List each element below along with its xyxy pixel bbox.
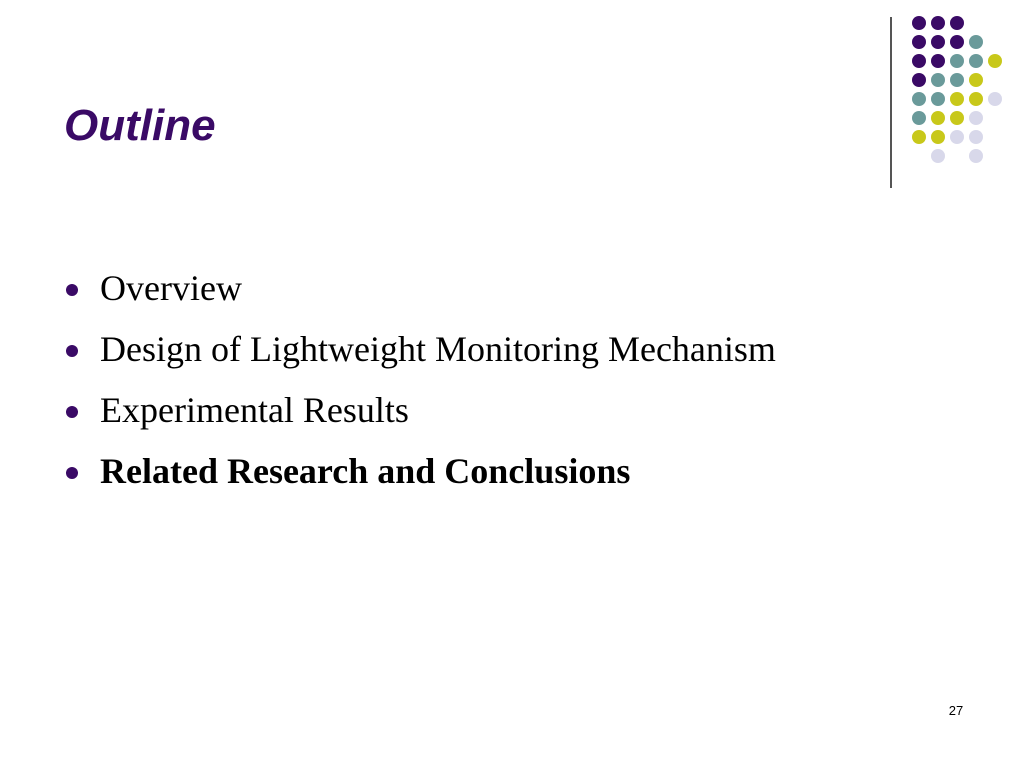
bullet-item <box>64 319 776 380</box>
bullet-text: Design of Lightweight Monitoring Mechanism <box>100 329 776 369</box>
decorative-dot-icon <box>912 35 926 49</box>
decorative-dot-icon <box>950 54 964 68</box>
slide-title: Outline <box>64 101 216 150</box>
decorative-dot-icon <box>950 111 964 125</box>
decorative-dot-icon <box>912 130 926 144</box>
decorative-dot-icon <box>969 54 983 68</box>
decorative-dot-icon <box>969 130 983 144</box>
bullet-list <box>64 258 776 502</box>
decorative-dot-icon <box>931 73 945 87</box>
decorative-dot-icon <box>912 54 926 68</box>
bullet-dot-icon <box>66 467 78 479</box>
bullet-text: Overview <box>100 268 242 308</box>
decorative-dot-icon <box>969 35 983 49</box>
bullet-dot-icon <box>66 345 78 357</box>
bullet-item <box>64 441 776 502</box>
decorative-dot-icon <box>931 149 945 163</box>
decorative-dot-icon <box>931 130 945 144</box>
bullet-text: Experimental Results <box>100 390 409 430</box>
bullet-item <box>64 258 776 319</box>
bullet-item <box>64 380 776 441</box>
decorative-dot-icon <box>931 16 945 30</box>
bullet-dot-icon <box>66 284 78 296</box>
decorative-dot-icon <box>988 54 1002 68</box>
decorative-dot-icon <box>931 54 945 68</box>
decorative-dot-icon <box>931 111 945 125</box>
decorative-dot-icon <box>969 92 983 106</box>
decorative-dot-icon <box>950 130 964 144</box>
decorative-dot-icon <box>912 111 926 125</box>
decorative-dot-icon <box>988 92 1002 106</box>
decorative-dot-icon <box>931 35 945 49</box>
decorative-dot-icon <box>969 111 983 125</box>
decorative-dot-icon <box>969 73 983 87</box>
decorative-dot-icon <box>912 16 926 30</box>
decorative-dot-icon <box>950 35 964 49</box>
decorative-dot-icon <box>950 92 964 106</box>
decorative-dot-icon <box>931 92 945 106</box>
bullet-text: Related Research and Conclusions <box>100 451 631 491</box>
bullet-dot-icon <box>66 406 78 418</box>
decorative-dot-icon <box>950 16 964 30</box>
decorative-dot-icon <box>912 92 926 106</box>
decorative-dot-icon <box>950 73 964 87</box>
decorative-dot-icon <box>912 73 926 87</box>
page-number: 27 <box>948 703 964 718</box>
decorative-dot-icon <box>969 149 983 163</box>
